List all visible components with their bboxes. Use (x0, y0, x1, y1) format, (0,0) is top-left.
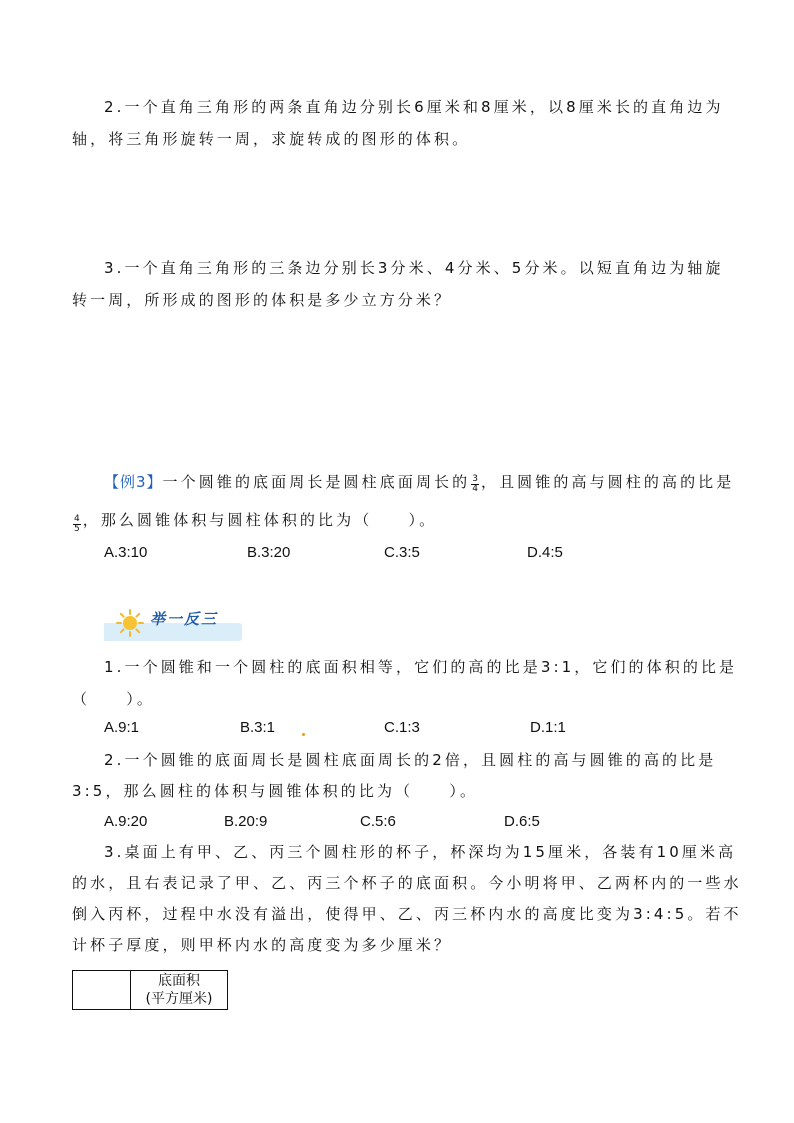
sun-icon (116, 609, 144, 637)
example-3-text-c: ，那么圆锥体积与圆柱体积的比为（ ）。 (82, 511, 438, 529)
practice-3-line-4: 计杯子厚度，则甲杯内水的高度变为多少厘米？ (72, 936, 453, 954)
practice-3-line-2: 的水，且右表记录了甲、乙、丙三个杯子的底面积。今小明将甲、乙两杯内的一些水 (72, 874, 742, 892)
practice-2-line-1: 2.一个圆锥的底面周长是圆柱底面周长的2倍，且圆柱的高与圆锥的高的比是 (104, 751, 717, 769)
stray-dot (302, 733, 305, 736)
fraction-three-quarters: $\frac{3}{4}$ (472, 474, 478, 494)
practice-1-option-d: D.1:1 (530, 719, 566, 736)
cup-base-area-table (72, 970, 228, 1010)
practice-2-line-2: 3:5，那么圆柱的体积与圆锥体积的比为（ ）。 (72, 782, 479, 800)
example-3-option-d: D.4:5 (527, 544, 563, 561)
example-3-line-2 (72, 510, 437, 534)
practice-section-banner (104, 607, 244, 641)
table-corner-cell (73, 971, 131, 1010)
practice-2-option-c: C.5:6 (360, 813, 396, 830)
example-3-label: 【例3】 (104, 473, 163, 491)
practice-1-option-a: A.9:1 (104, 719, 140, 736)
practice-1-option-b: B.3:1 (240, 719, 276, 736)
practice-2-option-b: B.20:9 (224, 813, 268, 830)
question-2-line-1: 2.一个直角三角形的两条直角边分别长6厘米和8厘米，以8厘米长的直角边为 (104, 98, 724, 116)
question-3-line-2: 转一周，所形成的图形的体积是多少立方分米？ (72, 291, 453, 309)
table-header-line-1: 底面积 (158, 973, 200, 989)
practice-2-option-d: D.6:5 (504, 813, 540, 830)
example-3-option-c: C.3:5 (384, 544, 420, 561)
example-3-option-a: A.3:10 (104, 544, 148, 561)
practice-1-line-2: （ ）。 (72, 690, 156, 708)
practice-3-line-3: 倒入丙杯，过程中水没有溢出，使得甲、乙、丙三杯内水的高度比变为3:4:5。若不 (72, 905, 742, 923)
example-3-line-1 (104, 472, 734, 494)
practice-3-line-1: 3.桌面上有甲、乙、丙三个圆柱形的杯子，杯深均为15厘米，各装有10厘米高 (104, 843, 737, 861)
practice-1-line-1: 1.一个圆锥和一个圆柱的底面积相等，它们的高的比是3:1，它们的体积的比是 (104, 658, 738, 676)
example-3-text-a: 一个圆锥的底面周长是圆柱底面周长的 (162, 473, 471, 491)
example-3-text-b: ，且圆锥的高与圆柱的高的比是 (480, 473, 735, 491)
table-row (73, 971, 228, 1010)
practice-1-option-c: C.1:3 (384, 719, 420, 736)
question-3-line-1: 3.一个直角三角形的三条边分别长3分米、4分米、5分米。以短直角边为轴旋 (104, 259, 724, 277)
fraction-four-fifths: $\frac{4}{5}$ (74, 514, 80, 534)
section-title: 举一反三 (150, 610, 219, 628)
table-header-line-2: (平方厘米) (145, 991, 213, 1007)
question-2-line-2: 轴，将三角形旋转一周，求旋转成的图形的体积。 (72, 130, 471, 148)
table-header-base-area (131, 971, 228, 1010)
example-3-option-b: B.3:20 (247, 544, 291, 561)
practice-2-option-a: A.9:20 (104, 813, 148, 830)
